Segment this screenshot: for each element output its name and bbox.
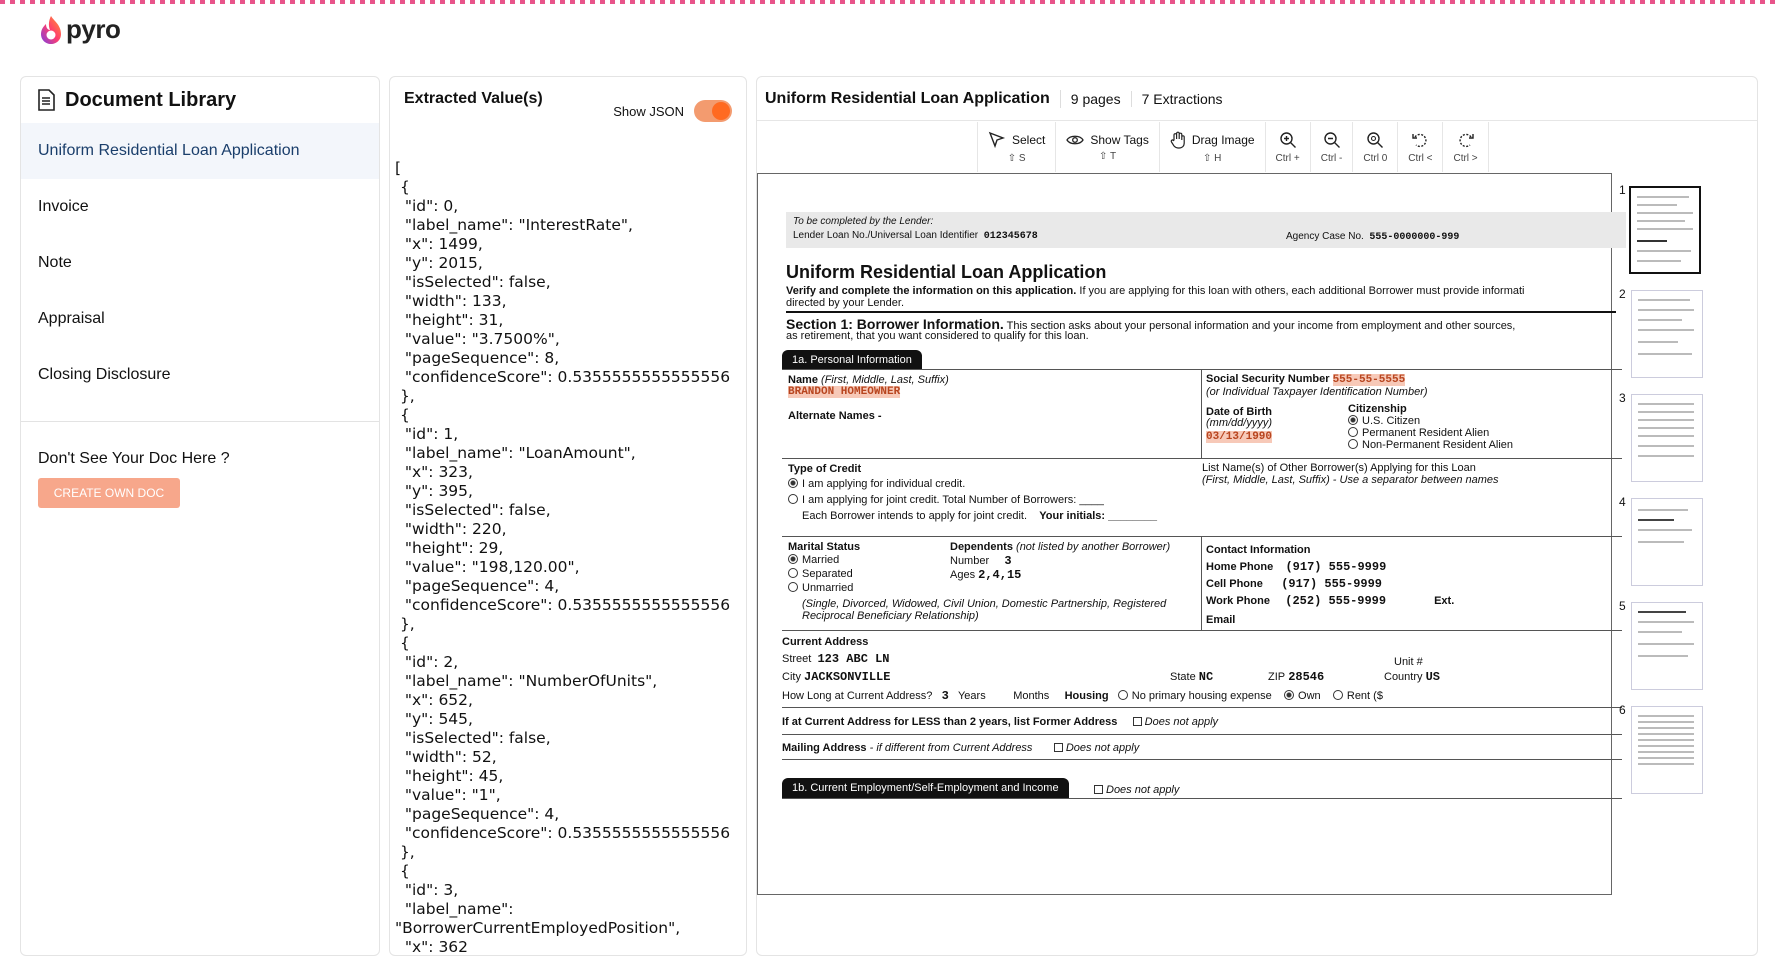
home-phone-value[interactable]: (917) 555-9999 xyxy=(1285,560,1387,574)
country-label: Country xyxy=(1384,671,1423,683)
other-borrowers-hint: (First, Middle, Last, Suffix) - Use a separator between names xyxy=(1202,474,1499,486)
app-logo[interactable] xyxy=(39,14,120,45)
ssn-label: Social Security Number xyxy=(1206,373,1330,385)
thumbnail-page-4[interactable] xyxy=(1631,498,1703,586)
show-tags-button[interactable] xyxy=(1055,122,1158,172)
zoom-in-shortcut: Ctrl + xyxy=(1275,152,1300,164)
lender-box xyxy=(786,212,1626,248)
library-item-invoice[interactable]: Invoice xyxy=(38,198,89,215)
rotate-right-shortcut: Ctrl > xyxy=(1453,152,1478,164)
country-value[interactable]: US xyxy=(1425,670,1440,684)
thumbnail-page-6[interactable] xyxy=(1631,706,1703,794)
housing-label: Housing xyxy=(1064,690,1109,702)
dob-label: Date of Birth xyxy=(1206,406,1272,418)
app-name: pyro xyxy=(66,14,121,44)
section1-text: This section asks about your personal information and your income from employment and other sources, xyxy=(1003,320,1516,332)
cell-phone-value[interactable]: (917) 555-9999 xyxy=(1281,577,1383,591)
state-value[interactable]: NC xyxy=(1198,670,1214,684)
show-json-toggle[interactable] xyxy=(694,100,732,122)
extracted-title: Extracted Value(s) xyxy=(404,90,543,107)
rotate-left-shortcut: Ctrl < xyxy=(1408,152,1433,164)
agency-case-no: 555-0000000-999 xyxy=(1369,232,1460,243)
work-phone-value[interactable]: (252) 555-9999 xyxy=(1285,594,1387,608)
cursor-icon xyxy=(988,131,1006,149)
section1-heading: Section 1: Borrower Information. xyxy=(786,316,1004,332)
housing-own-option[interactable]: Own xyxy=(1298,690,1321,702)
rotate-right-button[interactable] xyxy=(1442,122,1488,172)
marital-hint-2: Reciprocal Beneficiary Relationship) xyxy=(802,610,979,622)
citizen-option-permanent[interactable]: Permanent Resident Alien xyxy=(1362,427,1490,439)
alternate-names-label: Alternate Names - xyxy=(788,410,882,422)
zip-label: ZIP xyxy=(1268,671,1286,683)
credit-type-label: Type of Credit xyxy=(788,463,862,475)
extraction-count: 7 Extractions xyxy=(1141,90,1223,107)
intro-text: If you are applying for this loan with others, each additional Borrower must provide informati xyxy=(1076,285,1525,297)
credit-joint-option[interactable]: I am applying for joint credit. Total Number of Borrowers: ____ xyxy=(802,494,1104,506)
months-label: Months xyxy=(1013,690,1050,702)
personal-info-tab: 1a. Personal Information xyxy=(782,350,922,370)
zoom-reset-icon xyxy=(1366,131,1384,149)
zoom-out-shortcut: Ctrl - xyxy=(1320,152,1343,164)
create-own-doc-button[interactable]: CREATE OWN DOC xyxy=(38,478,180,508)
current-address-label: Current Address xyxy=(782,636,869,648)
rotate-left-icon xyxy=(1411,131,1429,149)
show-json-label: Show JSON xyxy=(613,103,684,119)
drag-image-label: Drag Image xyxy=(1191,132,1255,147)
dependents-number-value[interactable]: 3 xyxy=(1004,554,1012,568)
thumbnail-page-5[interactable] xyxy=(1631,602,1703,690)
ssn-value[interactable]: 555-55-5555 xyxy=(1332,374,1406,386)
contact-info-label: Contact Information xyxy=(1206,544,1311,556)
street-label: Street xyxy=(782,653,812,665)
mailing-address-label: Mailing Address xyxy=(782,742,867,754)
work-phone-label: Work Phone xyxy=(1206,595,1270,607)
zoom-reset-shortcut: Ctrl 0 xyxy=(1363,152,1388,164)
intro-bold: Verify and complete the information on this application. xyxy=(786,285,1077,297)
dependents-ages-label: Ages xyxy=(950,569,976,581)
thumbnail-page-2[interactable] xyxy=(1631,290,1703,378)
library-item-closing-disclosure[interactable]: Closing Disclosure xyxy=(38,366,171,383)
form-title: Uniform Residential Loan Application xyxy=(786,262,1107,282)
name-label: Name xyxy=(788,374,818,386)
thumbnail-page-1[interactable] xyxy=(1629,186,1701,274)
employment-tab: 1b. Current Employment/Self-Employment and Income xyxy=(782,778,1069,798)
years-label: Years xyxy=(957,690,986,702)
thumb-number-5: 5 xyxy=(1619,599,1626,613)
library-item-loan-application[interactable]: Uniform Residential Loan Application xyxy=(21,123,379,179)
top-border xyxy=(0,0,1777,4)
marital-married-option[interactable]: Married xyxy=(802,554,840,566)
email-label: Email xyxy=(1206,614,1236,626)
marital-separated-option[interactable]: Separated xyxy=(802,568,853,580)
viewer-toolbar xyxy=(977,122,1489,172)
ssn-hint: (or Individual Taxpayer Identification Number) xyxy=(1206,386,1428,398)
name-hint: (First, Middle, Last, Suffix) xyxy=(821,374,949,386)
home-phone-label: Home Phone xyxy=(1206,561,1274,573)
library-item-note[interactable]: Note xyxy=(38,254,72,271)
zoom-in-button[interactable] xyxy=(1265,122,1310,172)
citizenship-label: Citizenship xyxy=(1348,403,1407,415)
thumb-number-6: 6 xyxy=(1619,703,1626,717)
cell-phone-label: Cell Phone xyxy=(1206,578,1263,590)
lender-loan-label: Lender Loan No./Universal Loan Identifier xyxy=(793,230,979,241)
section1-text-2: as retirement, that you want considered to qualify for this loan. xyxy=(786,330,1089,342)
employment-not-apply[interactable]: Does not apply xyxy=(1106,784,1180,796)
name-value[interactable]: BRANDON HOMEOWNER xyxy=(788,386,901,398)
initials-label: Your initials: ________ xyxy=(1039,510,1158,522)
ext-label: Ext. xyxy=(1434,595,1455,607)
marital-status-label: Marital Status xyxy=(788,541,861,553)
dependents-number-label: Number xyxy=(950,555,990,567)
dependents-hint: (not listed by another Borrower) xyxy=(1016,541,1171,553)
marital-unmarried-option[interactable]: Unmarried xyxy=(802,582,854,594)
zoom-in-icon xyxy=(1279,131,1297,149)
years-value[interactable]: 3 xyxy=(941,689,949,703)
former-not-apply[interactable]: Does not apply xyxy=(1144,716,1219,728)
missing-doc-prompt: Don't See Your Doc Here ? xyxy=(38,450,230,467)
show-tags-label: Show Tags xyxy=(1090,132,1149,147)
marital-hint: (Single, Divorced, Widowed, Civil Union, Domestic Partnership, Registered xyxy=(802,598,1167,610)
agency-case-label: Agency Case No. xyxy=(1286,231,1364,242)
select-tool-label: Select xyxy=(1012,132,1046,147)
document-page[interactable] xyxy=(757,173,1612,895)
thumb-number-2: 2 xyxy=(1619,287,1626,301)
drag-image-shortcut: ⇧ H xyxy=(1203,152,1222,164)
intro-text-2: directed by your Lender. xyxy=(786,297,905,309)
mailing-address-hint: - if different from Current Address xyxy=(866,742,1033,754)
document-viewer-panel xyxy=(756,76,1758,956)
drag-image-button[interactable] xyxy=(1159,122,1265,172)
dependents-ages-value[interactable]: 2,4,15 xyxy=(978,568,1022,582)
thumb-number-1: 1 xyxy=(1619,183,1626,197)
zoom-out-button[interactable] xyxy=(1310,122,1353,172)
thumb-number-3: 3 xyxy=(1619,391,1626,405)
rotate-right-icon xyxy=(1457,131,1475,149)
zoom-reset-button[interactable] xyxy=(1352,122,1397,172)
city-label: City xyxy=(782,671,801,683)
zip-value[interactable]: 28546 xyxy=(1288,670,1325,684)
thumb-number-4: 4 xyxy=(1619,495,1626,509)
city-value[interactable]: JACKSONVILLE xyxy=(804,670,891,684)
former-address-label: If at Current Address for LESS than 2 years, list Former Address xyxy=(782,716,1118,728)
flame-logo-icon xyxy=(39,15,63,45)
json-output[interactable]: [ { "id": 0, "label_name": "InterestRate", "x": 1499, "y": 2015, "isSelected": false, "width": 133, "height": 31, "value": "3.7500%", "pageSequence": 8, "confidenceScore": 0.5355555555555556 }, { "id": 1, "label_name": "LoanAmount", "x": 323, "y": 395, "isSelected": false, "width": 220, "height": 29, "value": "198,120.00", "pageSequence": 4, "confidenceScore": 0.5355555555555556 }, { "id": 2, "label_name": "NumberOfUnits", "x": 652, "y": 545, "isSelected": false, "width": 52, "height": 45, "value": "1", "pageSequence": 4, "confidenceScore": 0.5355555555555556 }, { "id": 3, "label_name": "BorrowerCurrentEmployedPosition", "x": 362 xyxy=(395,159,731,956)
dob-value[interactable]: 03/13/1990 xyxy=(1206,431,1273,443)
street-value[interactable]: 123 ABC LN xyxy=(817,652,890,666)
housing-rent-option[interactable]: Rent ($ xyxy=(1346,690,1383,702)
dob-hint: (mm/dd/yyyy) xyxy=(1206,417,1272,429)
citizen-option-us[interactable]: U.S. Citizen xyxy=(1362,415,1421,427)
lender-loan-id: 012345678 xyxy=(983,231,1038,242)
library-list xyxy=(21,123,379,403)
mailing-not-apply[interactable]: Does not apply xyxy=(1065,742,1140,754)
housing-none-option[interactable]: No primary housing expense xyxy=(1131,690,1272,702)
page-count: 9 pages xyxy=(1061,91,1132,107)
extracted-values-panel xyxy=(389,76,747,956)
unit-label: Unit # xyxy=(1394,656,1423,668)
citizen-option-non-permanent[interactable]: Non-Permanent Resident Alien xyxy=(1362,439,1514,451)
select-tool-shortcut: ⇧ S xyxy=(1007,152,1026,164)
library-item-appraisal[interactable]: Appraisal xyxy=(38,310,105,327)
document-icon xyxy=(37,89,55,111)
state-label: State xyxy=(1170,671,1196,683)
zoom-out-icon xyxy=(1323,131,1341,149)
hand-icon xyxy=(1170,131,1186,149)
rotate-left-button[interactable] xyxy=(1397,122,1442,172)
show-tags-shortcut: ⇧ T xyxy=(1099,150,1117,162)
viewer-title: Uniform Residential Loan Application xyxy=(765,90,1061,108)
select-tool-button[interactable] xyxy=(977,122,1055,172)
lender-heading: To be completed by the Lender: xyxy=(793,216,934,227)
credit-joint-note: Each Borrower intends to apply for joint credit. xyxy=(802,510,1028,522)
other-borrowers-label: List Name(s) of Other Borrower(s) Applying for this Loan xyxy=(1202,462,1476,474)
thumbnail-page-3[interactable] xyxy=(1631,394,1703,482)
dependents-label: Dependents xyxy=(950,541,1013,553)
library-title: Document Library xyxy=(65,88,237,111)
document-library-panel xyxy=(20,76,380,956)
credit-individual-option[interactable]: I am applying for individual credit. xyxy=(802,478,966,490)
how-long-label: How Long at Current Address? xyxy=(782,690,933,702)
eye-icon xyxy=(1066,134,1084,146)
